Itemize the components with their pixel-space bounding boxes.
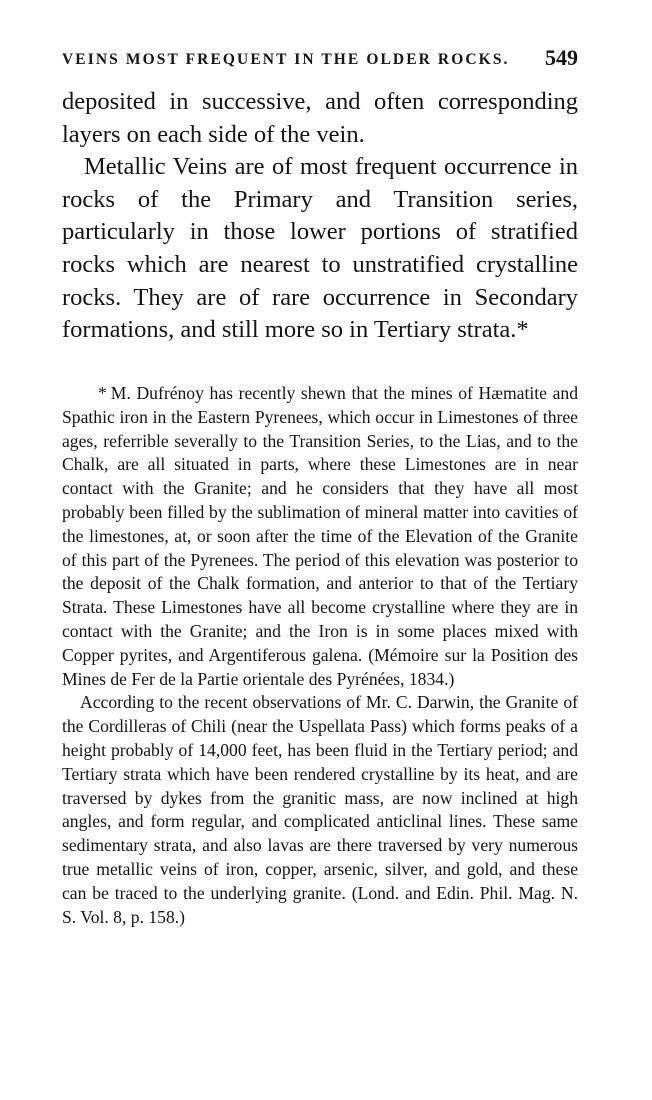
footnote-text: M. Dufrénoy has recently shewn that the mines of Hæmatite and Spathic iron in the Eastern Pyrenees, which occur in Limestones of three ages, referrible severally to the Transition Series, to the Lias, and to the Chalk, are all situated in parts, where these Limestones are in near contact with the Granite; and he considers that they have all most probably been filled by the sublimation of mineral matter into cavities of the limestones, at, or soon after the time of the Elevation of the Granite of this part of the Pyrenees. The period of this elevation was posterior to the deposit of the Chalk formation, and anterior to that of the Tertiary Strata. These Limestones have all become crystalline where they are in contact with the Granite; and the Iron is in some places mixed with Copper pyrites, and Argentiferous galena. (Mémoire sur la Position des Mines de Fer de la Partie orientale des Pyrénées, 1834.) (62, 383, 578, 689)
footnote: According to the recent observations of Mr. C. Darwin, the Granite of the Cordilleras of Chili (near the Uspellata Pass) which forms peaks of a height probably of 14,000 feet, has been fluid in the Tertiary period; and Tertiary strata which have been rendered crystalline by its heat, and are traversed by dykes from the granitic mass, are now inclined at high angles, and form regular, and complicated anticlinal lines. These same sedimentary strata, and also lavas are there traversed by very numerous true metallic veins of iron, copper, arsenic, silver, and gold, and these can be traced to the underlying granite. (Lond. and Edin. Phil. Mag. N. S. Vol. 8, p. 158.) (62, 692, 578, 927)
main-text (62, 86, 578, 347)
running-head: VEINS MOST FREQUENT IN THE OLDER ROCKS. (62, 51, 510, 68)
body-paragraph: Metallic Veins are of most frequent occurrence in rocks of the Primary and Transition series, particularly in those lower portions of stratified rocks which are nearest to unstratified crystalline rocks. They are of rare occurrence in Secondary formations, and still more so in Tertiary strata.* (62, 153, 578, 344)
footnotes (62, 382, 578, 929)
footnote-marker: * (98, 383, 107, 403)
page-header (62, 45, 578, 77)
body-paragraph: deposited in successive, and often corresponding layers on each side of the vein. (62, 88, 578, 148)
footnote (62, 382, 578, 691)
page-number: 549 (545, 45, 578, 70)
